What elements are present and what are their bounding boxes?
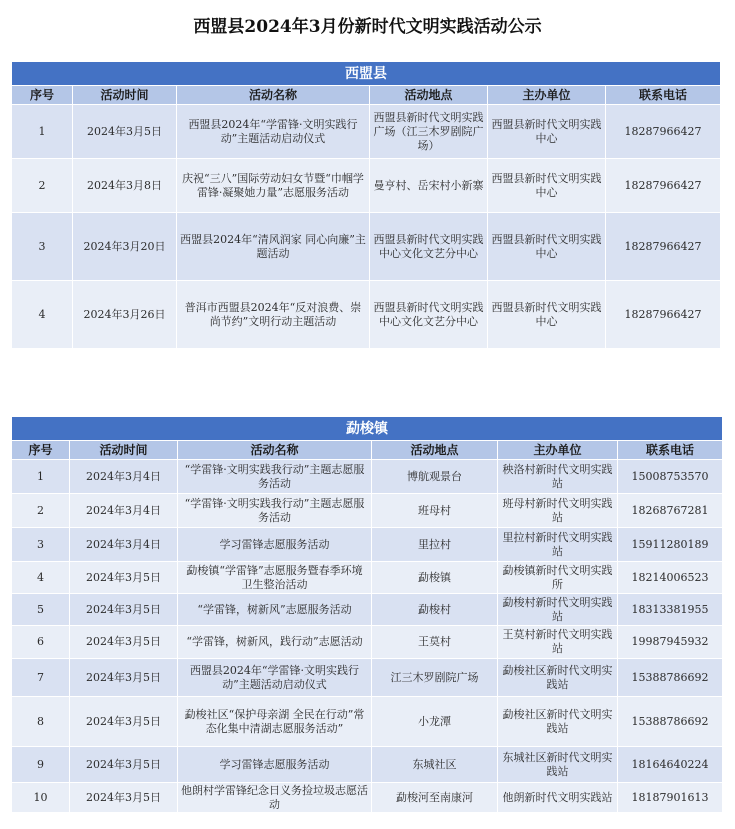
cell-date: 2024年3月8日 [73, 159, 177, 213]
table-row [12, 494, 723, 528]
cell-phone: 18287966427 [606, 159, 721, 213]
cell-host: 勐梭镇新时代文明实践所 [498, 562, 618, 594]
cell-date: 2024年3月4日 [70, 494, 178, 528]
column-header-title: 活动名称 [178, 441, 372, 460]
cell-place: 勐梭镇 [372, 562, 498, 594]
column-header-host: 主办单位 [488, 86, 606, 105]
cell-no: 1 [12, 105, 73, 159]
cell-host: 里拉村新时代文明实践站 [498, 528, 618, 562]
cell-date: 2024年3月26日 [73, 281, 177, 349]
cell-place: 西盟县新时代文明实践广场（江三木罗剧院广场） [370, 105, 488, 159]
cell-title: 庆祝“三八”国际劳动妇女节暨“巾帼学雷锋·凝聚她力量”志愿服务活动 [177, 159, 370, 213]
cell-phone: 15388786692 [618, 697, 723, 747]
cell-date: 2024年3月4日 [70, 460, 178, 494]
table-row [12, 697, 723, 747]
table-row [12, 659, 723, 697]
cell-date: 2024年3月5日 [70, 594, 178, 626]
table-row [12, 213, 721, 281]
cell-phone: 15008753570 [618, 460, 723, 494]
cell-place: 西盟县新时代文明实践中心文化文艺分中心 [370, 213, 488, 281]
cell-title: 他朗村学雷锋纪念日义务捡垃圾志愿活动 [178, 783, 372, 813]
column-header-date: 活动时间 [73, 86, 177, 105]
column-header-no: 序号 [12, 86, 73, 105]
section-title: 勐梭镇 [12, 417, 723, 441]
column-header-title: 活动名称 [177, 86, 370, 105]
table-row [12, 747, 723, 783]
table-row [12, 626, 723, 659]
cell-no: 3 [12, 528, 70, 562]
cell-host: 西盟县新时代文明实践中心 [488, 213, 606, 281]
table-row [12, 562, 723, 594]
cell-phone: 18287966427 [606, 281, 721, 349]
cell-no: 6 [12, 626, 70, 659]
cell-host: 勐梭社区新时代文明实践站 [498, 697, 618, 747]
cell-no: 3 [12, 213, 73, 281]
cell-place: 江三木罗剧院广场 [372, 659, 498, 697]
cell-host: 西盟县新时代文明实践中心 [488, 281, 606, 349]
cell-title: 西盟县2024年“学雷锋·文明实践行动”主题活动启动仪式 [178, 659, 372, 697]
cell-phone: 18268767281 [618, 494, 723, 528]
cell-host: 他朗新时代文明实践站 [498, 783, 618, 813]
cell-host: 勐梭社区新时代文明实践站 [498, 659, 618, 697]
cell-date: 2024年3月5日 [70, 783, 178, 813]
cell-host: 勐梭村新时代文明实践站 [498, 594, 618, 626]
cell-host: 东城社区新时代文明实践站 [498, 747, 618, 783]
ximeng-activity-table [11, 61, 721, 349]
cell-phone: 15388786692 [618, 659, 723, 697]
column-header-place: 活动地点 [370, 86, 488, 105]
cell-host: 西盟县新时代文明实践中心 [488, 159, 606, 213]
cell-title: 西盟县2024年“清风润家 同心向廉”主题活动 [177, 213, 370, 281]
cell-phone: 18187901613 [618, 783, 723, 813]
cell-date: 2024年3月5日 [70, 626, 178, 659]
cell-place: 博航观景台 [372, 460, 498, 494]
cell-no: 4 [12, 562, 70, 594]
cell-no: 2 [12, 159, 73, 213]
cell-host: 西盟县新时代文明实践中心 [488, 105, 606, 159]
column-header-place: 活动地点 [372, 441, 498, 460]
cell-title: 学习雷锋志愿服务活动 [178, 528, 372, 562]
cell-phone: 18164640224 [618, 747, 723, 783]
cell-no: 10 [12, 783, 70, 813]
cell-date: 2024年3月20日 [73, 213, 177, 281]
cell-date: 2024年3月4日 [70, 528, 178, 562]
cell-phone: 18287966427 [606, 213, 721, 281]
cell-place: 班母村 [372, 494, 498, 528]
table-row [12, 528, 723, 562]
table-row [12, 783, 723, 813]
cell-no: 1 [12, 460, 70, 494]
cell-place: 曼亨村、岳宋村小新寨 [370, 159, 488, 213]
cell-title: “学雷锋，树新风，践行动”志愿活动 [178, 626, 372, 659]
section-title: 西盟县 [12, 62, 721, 86]
cell-host: 秧洛村新时代文明实践站 [498, 460, 618, 494]
cell-place: 东城社区 [372, 747, 498, 783]
table-row [12, 105, 721, 159]
column-header-date: 活动时间 [70, 441, 178, 460]
cell-phone: 18214006523 [618, 562, 723, 594]
cell-date: 2024年3月5日 [70, 747, 178, 783]
cell-title: 西盟县2024年“学雷锋·文明实践行动”主题活动启动仪式 [177, 105, 370, 159]
cell-host: 王莫村新时代文明实践站 [498, 626, 618, 659]
column-header-host: 主办单位 [498, 441, 618, 460]
cell-place: 西盟县新时代文明实践中心文化文艺分中心 [370, 281, 488, 349]
column-header-phone: 联系电话 [606, 86, 721, 105]
column-header-phone: 联系电话 [618, 441, 723, 460]
cell-date: 2024年3月5日 [70, 659, 178, 697]
cell-no: 2 [12, 494, 70, 528]
cell-host: 班母村新时代文明实践站 [498, 494, 618, 528]
mengsuo-activity-table [11, 416, 723, 813]
cell-phone: 18313381955 [618, 594, 723, 626]
cell-title: 勐梭镇“学雷锋”志愿服务暨春季环境卫生整治活动 [178, 562, 372, 594]
cell-title: “学雷锋，树新风”志愿服务活动 [178, 594, 372, 626]
column-header-no: 序号 [12, 441, 70, 460]
cell-place: 勐梭村 [372, 594, 498, 626]
cell-date: 2024年3月5日 [70, 562, 178, 594]
cell-title: 勐梭社区“保护母亲湖 全民在行动”常态化集中清湖志愿服务活动” [178, 697, 372, 747]
cell-no: 8 [12, 697, 70, 747]
cell-title: “学雷锋·文明实践我行动”主题志愿服务活动 [178, 494, 372, 528]
cell-date: 2024年3月5日 [73, 105, 177, 159]
cell-no: 4 [12, 281, 73, 349]
cell-place: 小龙潭 [372, 697, 498, 747]
cell-place: 里拉村 [372, 528, 498, 562]
cell-no: 9 [12, 747, 70, 783]
cell-place: 王莫村 [372, 626, 498, 659]
cell-phone: 18287966427 [606, 105, 721, 159]
cell-phone: 19987945932 [618, 626, 723, 659]
table-row [12, 159, 721, 213]
cell-title: “学雷锋·文明实践我行动”主题志愿服务活动 [178, 460, 372, 494]
table-row [12, 594, 723, 626]
cell-title: 普洱市西盟县2024年“反对浪费、崇尚节约”文明行动主题活动 [177, 281, 370, 349]
cell-no: 5 [12, 594, 70, 626]
table-row [12, 460, 723, 494]
cell-phone: 15911280189 [618, 528, 723, 562]
page-title: 西盟县2024年3月份新时代文明实践活动公示 [193, 17, 542, 37]
cell-date: 2024年3月5日 [70, 697, 178, 747]
cell-no: 7 [12, 659, 70, 697]
table-row [12, 281, 721, 349]
cell-place: 勐梭河至南康河 [372, 783, 498, 813]
cell-title: 学习雷锋志愿服务活动 [178, 747, 372, 783]
